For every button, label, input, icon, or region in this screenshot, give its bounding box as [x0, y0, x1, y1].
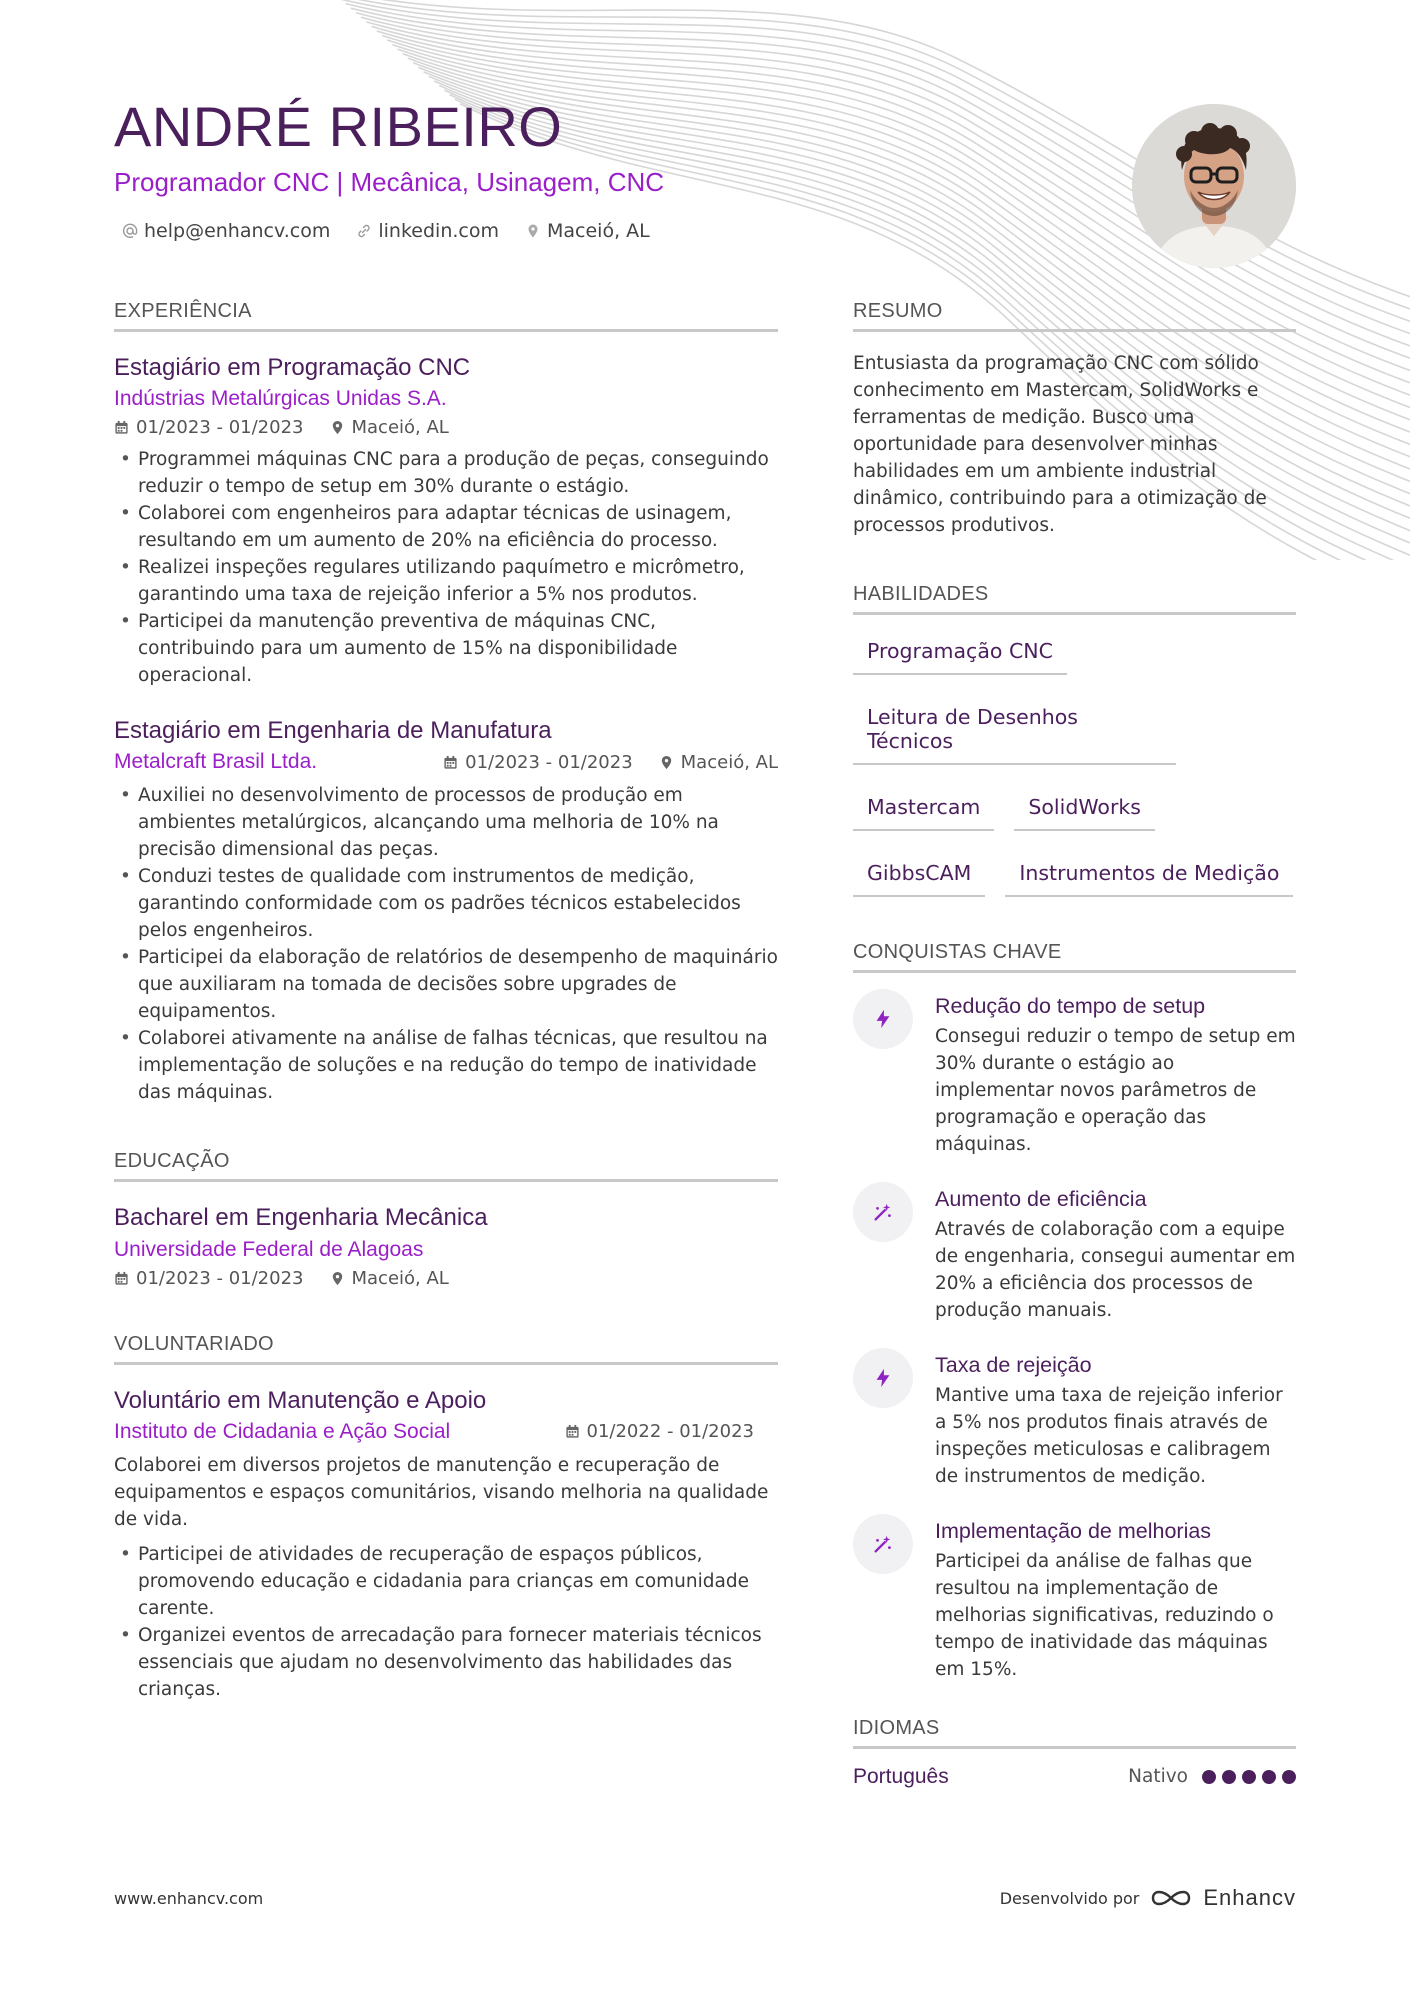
degree-title: Bacharel em Engenharia Mecânica: [114, 1204, 488, 1232]
job-dates: [443, 752, 633, 773]
achievement-title: Redução do tempo de setup: [935, 994, 1206, 1018]
achievement-item: [853, 1518, 1296, 1683]
dates-text: 01/2022 - 01/2023: [586, 1421, 754, 1443]
job-bullets: [114, 446, 778, 689]
summary-section: [853, 300, 1296, 539]
achievement-title: Implementação de melhorias: [935, 1518, 1212, 1543]
skill-tag: SolidWorks: [1014, 787, 1155, 831]
education-dates: [114, 1268, 304, 1289]
volunteer-description: Colaborei em diversos projetos de manutenção e recuperação de equipamentos e espaços comunitários, visando melhoria na qualidade de vida.: [114, 1454, 769, 1530]
link-icon: [356, 223, 372, 239]
company-name: Metalcraft Brasil Ltda.: [114, 750, 318, 774]
achievements-heading: CONQUISTAS CHAVE: [853, 941, 1296, 973]
skill-tag: GibbsCAM: [853, 853, 985, 897]
location-text: Maceió, AL: [680, 751, 778, 773]
bullet-item: • Colaborei ativamente na análise de falhas técnicas, que resultou na implementação de soluções e na redução do tempo de inatividade das máquinas.: [114, 1025, 778, 1106]
bullet-item: • Conduzi testes de qualidade com instrumentos de medição, garantindo conformidade com os padrões técnicos estabelecidos pelos engenheiros.: [114, 863, 778, 944]
contact-email[interactable]: [122, 220, 330, 242]
achievement-item: [853, 1352, 1296, 1490]
skill-tag: Mastercam: [853, 787, 994, 831]
achievement-item: [853, 1186, 1296, 1324]
bullet-item: • Auxiliei no desenvolvimento de processos de produção em ambientes metalúrgicos, alcançando uma melhoria de 10% na precisão dimensional das peças.: [114, 782, 778, 863]
achievement-description: Através de colaboração com a equipe de engenharia, consegui aumentar em 20% a eficiência dos processos de produção manuais.: [935, 1218, 1296, 1321]
proficiency-dot: [1262, 1770, 1276, 1784]
proficiency-dot: [1282, 1770, 1296, 1784]
volunteer-org-row: [114, 1420, 778, 1444]
avatar-illustration: [1132, 104, 1296, 268]
achievements-section: [853, 941, 1296, 1683]
contact-bar: [114, 220, 1114, 242]
dates-text: 01/2023 - 01/2023: [465, 751, 633, 773]
email-text: help@enhancv.com: [144, 219, 331, 242]
bullet-item: • Participei da elaboração de relatórios de desempenho de maquinário que auxiliaram na tomada de decisões sobre upgrades de equipamentos.: [114, 944, 778, 1025]
skills-heading: HABILIDADES: [853, 583, 1296, 615]
brand-name: Enhancv: [1203, 1885, 1296, 1910]
school-name: Universidade Federal de Alagoas: [114, 1237, 424, 1261]
volunteer-section: [114, 1333, 778, 1703]
job-location: [330, 417, 449, 438]
achievement-description: Consegui reduzir o tempo de setup em 30% durante o estágio ao implementar novos parâmetros de programação e operação das máquinas.: [935, 1025, 1296, 1155]
job-bullets: [114, 782, 778, 1106]
location-pin-icon: [330, 420, 345, 435]
job-meta: [114, 417, 778, 438]
summary-heading: RESUMO: [853, 300, 1296, 332]
magic-wand-icon: [872, 1201, 894, 1223]
linkedin-text: linkedin.com: [378, 219, 499, 242]
achievement-title: Aumento de eficiência: [935, 1186, 1147, 1211]
calendar-icon: [443, 755, 458, 770]
job-location: [659, 752, 778, 773]
volunteer-role: Voluntário em Manutenção e Apoio: [114, 1386, 487, 1414]
at-icon: [122, 223, 138, 239]
lightning-icon: [872, 1008, 894, 1030]
volunteer-dates: [565, 1421, 755, 1442]
education-section: [114, 1150, 778, 1288]
experience-section: [114, 300, 778, 1106]
job-dates: [114, 417, 304, 438]
proficiency-dot: [1242, 1770, 1256, 1784]
skills-list: [853, 631, 1296, 897]
achievement-item: [853, 993, 1296, 1158]
location-text: Maceió, AL: [351, 1267, 449, 1289]
location-text: Maceió, AL: [351, 417, 449, 439]
achievement-icon-badge: [853, 1514, 913, 1574]
proficiency-dot: [1202, 1770, 1216, 1784]
bullet-item: • Participei de atividades de recuperação de espaços públicos, promovendo educação e cidadania para crianças em comunidade carente.: [114, 1541, 778, 1622]
job-meta: [443, 752, 778, 773]
magic-wand-icon: [872, 1533, 894, 1555]
location-pin-icon: [525, 223, 541, 239]
job-title: Estagiário em Programação CNC: [114, 354, 471, 381]
location-text: Maceió, AL: [547, 219, 650, 242]
location-pin-icon: [659, 755, 674, 770]
job-entry: [114, 352, 778, 689]
candidate-name: ANDRÉ RIBEIRO: [114, 95, 563, 158]
language-level-group: [1128, 1766, 1296, 1787]
languages-heading: IDIOMAS: [853, 1717, 1296, 1749]
skill-tag: Programação CNC: [853, 631, 1067, 675]
right-column: [853, 300, 1296, 1833]
bullet-item: • Colaborei com engenheiros para adaptar técnicas de usinagem, resultando em um aumento de 20% na eficiência do processo.: [114, 500, 778, 554]
lightning-icon: [872, 1367, 894, 1389]
achievement-icon-badge: [853, 1182, 913, 1242]
education-heading: EDUCAÇÃO: [114, 1150, 778, 1182]
volunteer-bullets: [114, 1541, 778, 1703]
education-location: [330, 1268, 449, 1289]
summary-text: Entusiasta da programação CNC com sólido conhecimento em Mastercam, SolidWorks e ferramentas de medição. Busco uma oportunidade para desenvolver minhas habilidades em um ambiente industrial dinâmico, contribuindo para a otimização de processos produtivos.: [853, 353, 1267, 536]
location-pin-icon: [330, 1271, 345, 1286]
contact-location: [525, 220, 650, 242]
dates-text: 01/2023 - 01/2023: [136, 417, 304, 439]
achievement-title: Taxa de rejeição: [935, 1352, 1092, 1377]
calendar-icon: [114, 1271, 129, 1286]
candidate-title: Programador CNC | Mecânica, Usinagem, CNC: [114, 166, 665, 197]
experience-heading: EXPERIÊNCIA: [114, 300, 778, 332]
company-name: Indústrias Metalúrgicas Unidas S.A.: [114, 387, 447, 411]
calendar-icon: [114, 420, 129, 435]
bullet-item: • Organizei eventos de arrecadação para fornecer materiais técnicos essenciais que ajudam no desenvolvimento das habilidades das crianças.: [114, 1622, 778, 1703]
achievement-icon-badge: [853, 989, 913, 1049]
left-column: [114, 300, 778, 1747]
profile-photo: [1132, 104, 1296, 268]
dates-text: 01/2023 - 01/2023: [136, 1267, 304, 1289]
page-footer: [114, 1885, 1296, 1911]
enhancv-logo-icon: [1149, 1886, 1193, 1910]
bullet-item: • Participei da manutenção preventiva de máquinas CNC, contribuindo para um aumento de 15% na disponibilidade operacional.: [114, 608, 778, 689]
skill-tag: Instrumentos de Medição: [1005, 853, 1293, 897]
proficiency-dots: [1202, 1770, 1296, 1784]
powered-by-text: Desenvolvido por: [999, 1888, 1140, 1908]
achievement-description: Mantive uma taxa de rejeição inferior a 5% nos produtos finais através de inspeções meticulosas e calibragem de instrumentos de medição.: [935, 1384, 1283, 1487]
language-level: Nativo: [1128, 1766, 1188, 1788]
bullet-item: • Realizei inspeções regulares utilizando paquímetro e micrômetro, garantindo uma taxa de rejeição inferior a 5% nos produtos.: [114, 554, 778, 608]
languages-section: [853, 1717, 1296, 1789]
proficiency-dot: [1222, 1770, 1236, 1784]
skill-tag: Leitura de Desenhos Técnicos: [853, 697, 1176, 765]
contact-linkedin[interactable]: [356, 220, 499, 242]
achievement-icon-badge: [853, 1348, 913, 1408]
job-entry: [114, 715, 778, 1106]
job-company-row: [114, 750, 778, 774]
education-meta: [114, 1268, 778, 1289]
achievement-description: Participei da análise de falhas que resultou na implementação de melhorias significativas, reduzindo o tempo de inatividade das máquinas em 15%.: [935, 1550, 1274, 1680]
resume-header: [114, 95, 1114, 242]
volunteer-heading: VOLUNTARIADO: [114, 1333, 778, 1365]
bullet-item: • Programmei máquinas CNC para a produção de peças, conseguindo reduzir o tempo de setup em 30% durante o estágio.: [114, 446, 778, 500]
calendar-icon: [565, 1424, 580, 1439]
job-title: Estagiário em Engenharia de Manufatura: [114, 717, 552, 745]
organization-name: Instituto de Cidadania e Ação Social: [114, 1419, 451, 1443]
footer-url[interactable]: www.enhancv.com: [114, 1888, 264, 1908]
skills-section: [853, 583, 1296, 897]
footer-brand: [1000, 1885, 1296, 1911]
language-name: Português: [853, 1764, 949, 1788]
language-item: [853, 1765, 1296, 1789]
